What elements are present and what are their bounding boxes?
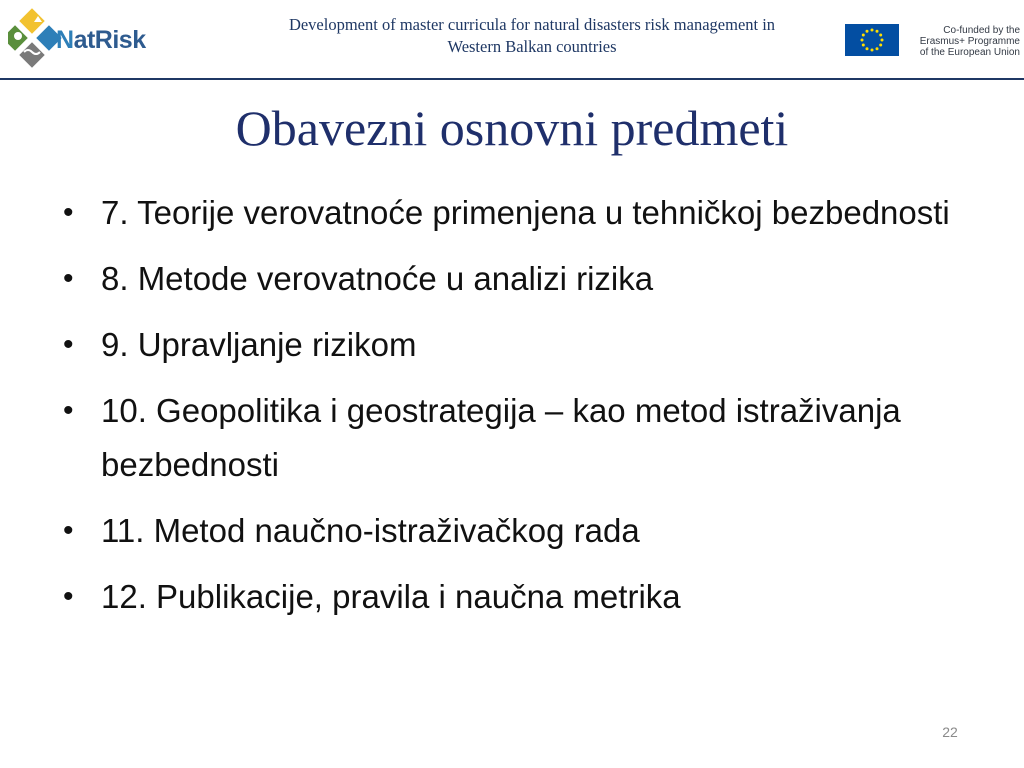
eu-text-line: of the European Union bbox=[919, 47, 1020, 58]
page-number: 22 bbox=[942, 724, 958, 740]
bullet-icon: • bbox=[63, 196, 74, 229]
bullet-text: 11. Metod naučno-istraživačkog rada bbox=[101, 512, 640, 549]
bullet-text: 10. Geopolitika i geostrategija – kao metod istraživanja bezbednosti bbox=[101, 392, 901, 483]
natrisk-logo bbox=[8, 6, 163, 70]
eu-text-line: Erasmus+ Programme bbox=[919, 36, 1020, 47]
bullet-item bbox=[60, 384, 990, 492]
eu-text-line: Co-funded by the bbox=[943, 25, 1020, 36]
bullet-text: 7. Teorije verovatnoće primenjena u tehničkoj bezbednosti bbox=[101, 194, 950, 231]
project-title: Development of master curricula for natural disasters risk management in Western Balkan countries bbox=[288, 15, 776, 56]
eu-cofunding-block bbox=[845, 24, 1020, 58]
bullet-item bbox=[60, 318, 990, 372]
eu-flag-icon bbox=[845, 24, 899, 56]
bullet-item bbox=[60, 570, 990, 624]
slide-header bbox=[0, 0, 1024, 80]
bullet-item bbox=[60, 186, 990, 240]
slide-title: Obavezni osnovni predmeti bbox=[235, 100, 789, 156]
bullet-icon: • bbox=[63, 580, 74, 613]
bullet-item bbox=[60, 252, 990, 306]
bullet-text: 9. Upravljanje rizikom bbox=[101, 326, 417, 363]
bullet-list bbox=[60, 186, 990, 636]
bullet-icon: • bbox=[63, 394, 74, 427]
bullet-text: 12. Publikacije, pravila i naučna metrika bbox=[101, 578, 681, 615]
bullet-item bbox=[60, 504, 990, 558]
bullet-text: 8. Metode verovatnoće u analizi rizika bbox=[101, 260, 654, 297]
eu-cofunding-text bbox=[905, 25, 1020, 58]
bullet-icon: • bbox=[63, 262, 74, 295]
bullet-icon: • bbox=[63, 514, 74, 547]
header-divider bbox=[0, 78, 1024, 80]
natrisk-wordmark: NatRisk bbox=[56, 26, 146, 54]
bullet-icon: • bbox=[63, 328, 74, 361]
